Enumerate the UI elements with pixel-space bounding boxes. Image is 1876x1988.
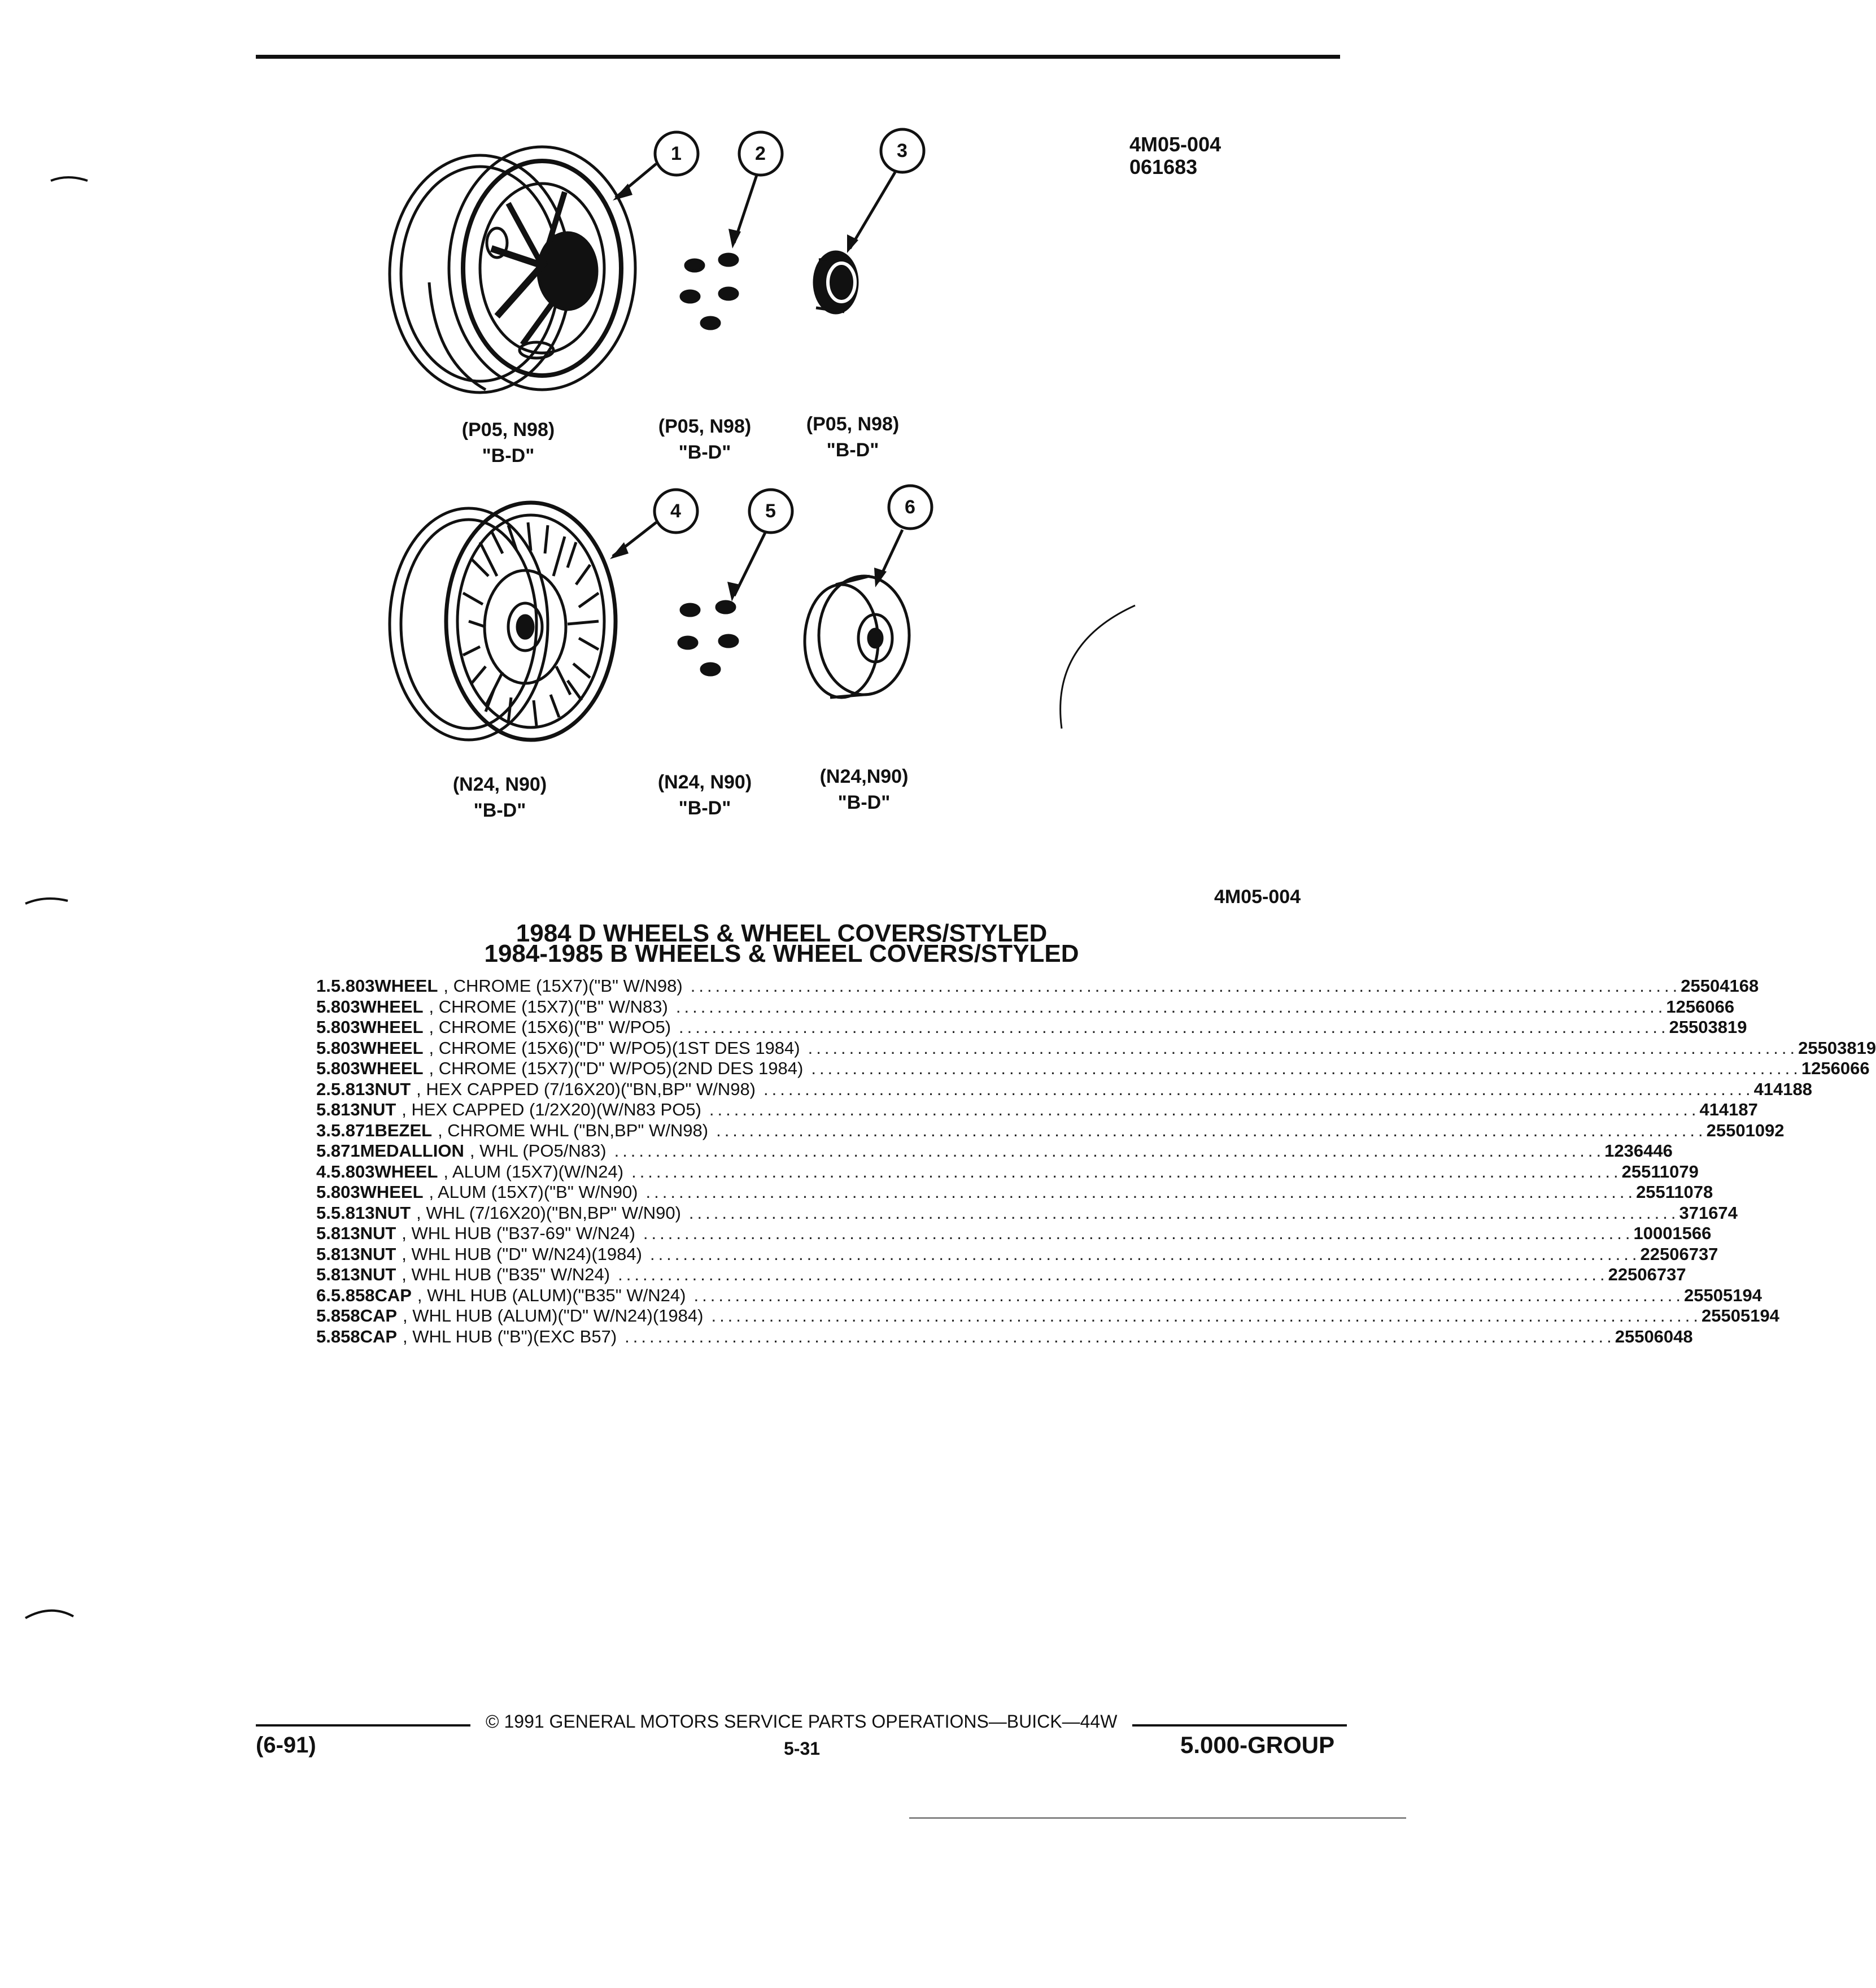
group-number: 5.813	[330, 1079, 375, 1099]
part-row	[316, 1326, 1693, 1348]
part-row	[316, 1223, 1712, 1244]
part-name: WHEEL	[360, 1017, 424, 1037]
part-row	[316, 1182, 1713, 1203]
part-number: 25511079	[1621, 1161, 1699, 1182]
part-spec: , WHL HUB ("D" W/N24)(1984)	[402, 1244, 642, 1264]
callout-1: 1	[671, 143, 682, 164]
caption-option: (N24,N90)	[819, 766, 909, 787]
bottom-scan-rule	[909, 1817, 1406, 1819]
part-description	[374, 1203, 1679, 1223]
group-number: 5.813	[316, 1244, 360, 1264]
caption-models: "B-D"	[678, 442, 731, 463]
part-description	[374, 1121, 1706, 1141]
caption-option: (N24, N90)	[657, 771, 752, 793]
group-label: 5.000-GROUP	[1180, 1732, 1335, 1758]
part-spec: , WHL (7/16X20)("BN,BP" W/N90)	[416, 1202, 681, 1223]
part-spec: , HEX CAPPED (1/2X20)(W/N83 PO5)	[402, 1100, 701, 1119]
part-spec: , ALUM (15X7)("B" W/N90)	[429, 1182, 638, 1202]
part-description	[360, 1100, 1700, 1120]
footer-rule-right	[1132, 1724, 1347, 1727]
revision-date: (6-91)	[256, 1733, 316, 1758]
leader-dots: ........................................................................................................................	[808, 1037, 1799, 1058]
part-row	[316, 1058, 1870, 1079]
group-number: 5.803	[330, 1161, 375, 1182]
section-title-line2: 1984-1985 B WHEELS & WHEEL COVERS/STYLED	[484, 940, 1079, 967]
part-spec: , ALUM (15X7)(W/N24)	[443, 1161, 624, 1182]
part-description	[360, 1306, 1702, 1326]
chrome-wheel-drawing	[390, 147, 635, 393]
part-row	[316, 1120, 1785, 1141]
part-spec: , WHL HUB ("B37-69" W/N24)	[402, 1223, 635, 1243]
part-description	[374, 1079, 1753, 1100]
part-name: NUT	[374, 1079, 411, 1099]
part-spec: , HEX CAPPED (7/16X20)("BN,BP" W/N98)	[416, 1079, 756, 1099]
part-row	[316, 1244, 1718, 1265]
group-number: 5.858	[330, 1285, 375, 1305]
part-description	[360, 1244, 1641, 1265]
hub-cap-drawing	[805, 576, 909, 697]
group-number: 5.813	[316, 1100, 360, 1119]
page-number: 5-31	[784, 1738, 821, 1759]
part-number: 1236446	[1604, 1141, 1673, 1161]
part-description	[360, 1265, 1608, 1285]
leader-dots: ........................................................................................................................	[716, 1120, 1707, 1140]
part-number: 25503819	[1798, 1037, 1876, 1058]
part-name: BEZEL	[374, 1120, 433, 1140]
part-spec: , WHL (PO5/N83)	[469, 1141, 607, 1161]
callout-6: 6	[905, 496, 915, 518]
part-name: CAP	[374, 1285, 412, 1305]
caption-option: (N24, N90)	[452, 774, 547, 795]
caption-models: "B-D"	[826, 439, 879, 461]
group-number: 5.813	[316, 1265, 360, 1284]
part-number: 22506737	[1608, 1265, 1686, 1284]
part-spec: , WHL HUB (ALUM)("D" W/N24)(1984)	[403, 1306, 704, 1326]
leader-dots: ........................................................................................................................	[764, 1079, 1754, 1099]
part-spec: , CHROME (15X6)("B" W/PO5)	[429, 1017, 671, 1037]
caption-4	[426, 771, 573, 823]
part-row	[316, 1265, 1686, 1285]
leader-dots: ........................................................................................................................	[618, 1265, 1608, 1284]
callout-key: 5.	[316, 1202, 331, 1223]
part-row	[316, 1202, 1738, 1224]
part-description	[374, 1285, 1684, 1306]
leader-dots: ........................................................................................................................	[693, 1285, 1685, 1305]
leader-dots: ........................................................................................................................	[811, 1058, 1801, 1078]
caption-models: "B-D"	[837, 792, 891, 813]
callout-3: 3	[897, 140, 908, 162]
caption-option: (P05, N98)	[461, 419, 555, 441]
part-row	[316, 1037, 1876, 1059]
part-row	[316, 996, 1735, 1018]
leader-dots: ........................................................................................................................	[709, 1100, 1700, 1119]
part-name: WHEEL	[374, 1161, 438, 1182]
wheel-nuts-drawing	[679, 601, 738, 675]
group-number: 5.813	[316, 1223, 360, 1243]
callout-key: 1.	[316, 976, 331, 996]
group-number: 5.803	[316, 1182, 360, 1202]
group-number: 5.803	[316, 996, 360, 1017]
group-number: 5.871	[316, 1141, 360, 1161]
part-row	[316, 1017, 1747, 1038]
part-spec: , CHROME (15X7)("B" W/N98)	[443, 976, 683, 996]
part-description	[360, 1182, 1636, 1202]
hex-nuts-drawing	[681, 254, 738, 329]
leader-dots: ........................................................................................................................	[643, 1223, 1634, 1243]
part-description	[374, 1162, 1621, 1182]
bezel-drawing	[814, 252, 857, 313]
date-code: 061683	[1129, 155, 1198, 178]
callout-key: 2.	[316, 1079, 331, 1099]
caption-models: "B-D"	[482, 445, 535, 467]
part-spec: , WHL HUB (ALUM)("B35" W/N24)	[417, 1285, 686, 1305]
leader-dots: ........................................................................................................................	[711, 1306, 1702, 1326]
part-description	[360, 997, 1666, 1017]
part-name: WHEEL	[374, 976, 438, 996]
footer-rule-left	[256, 1724, 470, 1727]
part-number: 25506048	[1615, 1326, 1693, 1346]
leader-dots: ........................................................................................................................	[645, 1182, 1637, 1202]
part-row	[316, 1079, 1813, 1100]
part-number: 25505194	[1702, 1306, 1779, 1326]
group-number: 5.813	[330, 1202, 375, 1223]
part-number: 25503819	[1669, 1017, 1747, 1037]
part-name: WHEEL	[360, 1058, 424, 1078]
part-name: NUT	[374, 1202, 411, 1223]
group-number: 5.803	[316, 1037, 360, 1058]
callout-key: 3.	[316, 1120, 331, 1140]
part-number: 25501092	[1706, 1120, 1785, 1140]
part-description	[360, 1141, 1605, 1161]
part-number: 414188	[1753, 1079, 1813, 1099]
part-name: WHEEL	[360, 1182, 424, 1202]
group-number: 5.858	[316, 1306, 360, 1326]
group-number: 5.803	[316, 1058, 360, 1078]
copyright: © 1991 GENERAL MOTORS SERVICE PARTS OPERATIONS—BUICK—44W	[486, 1711, 1118, 1732]
part-number: 25511078	[1636, 1182, 1713, 1202]
part-description	[360, 1223, 1634, 1244]
part-name: NUT	[360, 1265, 396, 1284]
leader-dots: ........................................................................................................................	[649, 1244, 1641, 1264]
part-spec: , WHL HUB ("B")(EXC B57)	[403, 1326, 617, 1346]
part-description	[360, 1058, 1801, 1079]
parts-list	[316, 976, 1876, 1347]
part-number: 371674	[1679, 1202, 1738, 1223]
part-number: 10001566	[1633, 1223, 1712, 1243]
part-name: NUT	[360, 1244, 396, 1264]
callout-4: 4	[670, 500, 681, 522]
leader-dots: ........................................................................................................................	[675, 996, 1666, 1017]
illustration-code: 4M05-004	[1129, 133, 1221, 156]
section-title-line1: 1984 D WHEELS & WHEEL COVERS/STYLED	[516, 919, 1048, 947]
leader-dots: ........................................................................................................................	[631, 1161, 1622, 1182]
part-spec: , CHROME (15X7)("D" W/PO5)(2ND DES 1984)	[429, 1058, 804, 1078]
part-number: 1256066	[1801, 1058, 1870, 1078]
part-spec: , CHROME (15X6)("D" W/PO5)(1ST DES 1984)	[429, 1037, 800, 1058]
leader-dots: ........................................................................................................................	[679, 1017, 1669, 1037]
caption-option: (P05, N98)	[658, 416, 752, 437]
callout-circles	[613, 129, 932, 596]
part-row	[316, 976, 1759, 997]
caption-option: (P05, N98)	[806, 413, 900, 435]
part-number: 25504168	[1681, 976, 1759, 996]
part-spec: , CHROME WHL ("BN,BP" W/N98)	[438, 1120, 709, 1140]
part-description	[360, 1327, 1615, 1347]
caption-5	[631, 769, 778, 821]
part-row	[316, 1285, 1762, 1306]
part-name: CAP	[360, 1326, 398, 1346]
part-name: WHEEL	[360, 996, 424, 1017]
group-number: 5.858	[316, 1326, 360, 1346]
part-row	[316, 1161, 1699, 1183]
part-number: 25505194	[1684, 1285, 1762, 1305]
caption-3	[779, 411, 926, 463]
illustration-reference: 4M05-004	[1214, 886, 1301, 908]
part-description	[374, 976, 1681, 996]
part-name: WHEEL	[360, 1037, 424, 1058]
group-number: 5.803	[316, 1017, 360, 1037]
caption-2	[631, 413, 778, 465]
caption-1	[435, 417, 582, 469]
callout-key: 6.	[316, 1285, 331, 1305]
part-spec: , CHROME (15X7)("B" W/N83)	[429, 996, 668, 1017]
part-name: MEDALLION	[360, 1141, 464, 1161]
caption-models: "B-D"	[473, 800, 526, 821]
leader-dots: ........................................................................................................................	[690, 976, 1681, 996]
callout-key: 4.	[316, 1161, 331, 1182]
group-number: 5.871	[330, 1120, 375, 1140]
part-name: CAP	[360, 1306, 398, 1326]
caption-models: "B-D"	[678, 797, 731, 819]
part-spec: , WHL HUB ("B35" W/N24)	[402, 1265, 610, 1284]
part-name: NUT	[360, 1100, 396, 1119]
part-description	[360, 1038, 1799, 1058]
part-row	[316, 1306, 1779, 1327]
leader-dots: ........................................................................................................................	[688, 1202, 1679, 1223]
part-name: NUT	[360, 1223, 396, 1243]
callout-5: 5	[765, 500, 776, 522]
part-description	[360, 1017, 1669, 1037]
leader-dots: ........................................................................................................................	[625, 1326, 1615, 1346]
callout-2: 2	[755, 143, 766, 164]
caption-6	[791, 764, 937, 816]
group-number: 5.803	[330, 976, 375, 996]
aluminum-wheel-drawing	[390, 503, 616, 740]
part-row	[316, 1141, 1673, 1162]
part-number: 22506737	[1640, 1244, 1718, 1264]
leader-dots: ........................................................................................................................	[614, 1141, 1605, 1161]
part-number: 1256066	[1666, 996, 1735, 1017]
part-row	[316, 1100, 1758, 1121]
part-number: 414187	[1699, 1100, 1758, 1119]
